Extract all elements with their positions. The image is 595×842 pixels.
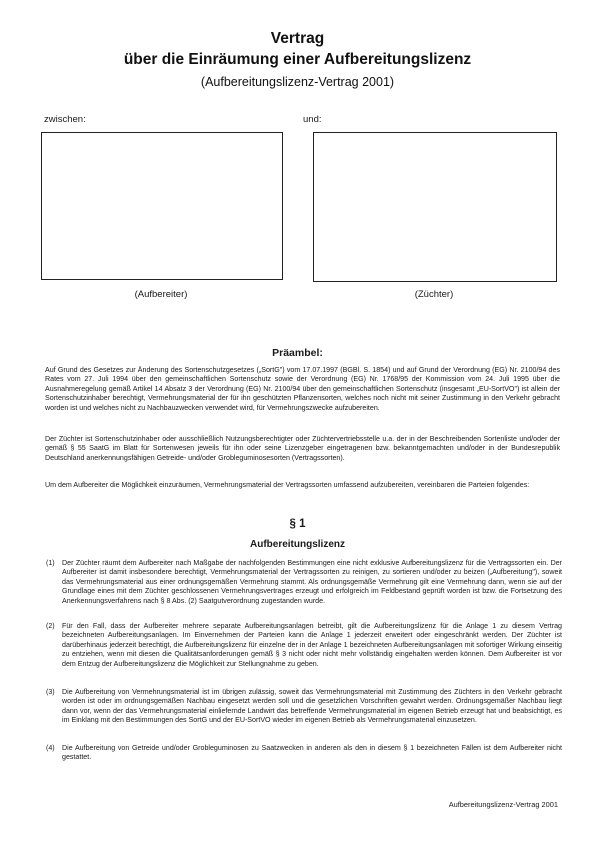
preamble-paragraph: Auf Grund des Gesetzes zur Änderung des Sortenschutzgesetzes („SortG") vom 17.07.1997 (BGBl. S. 1854) und auf Grund der Verordnung (EG) Nr. 2100/94 des Rates vom 27. Juli 1994 über den gemeinschaftlichen Sortenschutz sowie der Verordnung (EG) Nr. 1768/95 der Kommission vom 24. Juli 1995 über die Ausnahmeregelung gemäß Artikel 14 Absatz 3 der Verordnung (EG) Nr. 2100/94 über den gemeinschaftlichen Sortenschutz (insgesamt „EU-SortVO") ist allein der Sortenschutzinhaber berechtigt, Vermehrungsmaterial der für ihn geschützten Pflanzensorten, welches noch nicht mit seiner Zustimmung in den Verkehr gebracht worden ist und welches nicht zu Nachbauzwecken verwendet wird, für Vermehrungszwecke aufzubereiten. bbox=[45, 366, 560, 412]
preamble-paragraph: Um dem Aufbereiter die Möglichkeit einzuräumen, Vermehrungsmaterial der Vertragssorten umfassend aufzubereiten, vereinbaren die Parteien folgendes: bbox=[45, 481, 530, 489]
document-title-subject: über die Einräumung einer Aufbereitungslizenz bbox=[123, 51, 472, 68]
party-right-label: und: bbox=[303, 114, 322, 125]
clause-text: Für den Fall, dass der Aufbereiter mehrere separate Aufbereitungsanlagen betreibt, gilt die Aufbereitungslizenz für die Anlage 1 zu diesem Vertrag bezeichneten Aufbereitungsanlagen. Im Einvernehmen der Parteien kann die Anlage 1 jederzeit erweitert oder eingeschränkt werden. Der Züchter ist darüberhinaus jederzeit berechtigt, die Aufbereitungslizenz für einzelne der in der Anlage 1 bezeichneten Aufbereitungsanlagen mit sofortiger Wirkung einseitig zu entziehen, wenn mit diesen die Qualitätsanforderungen gemäß § 3 nicht oder nicht mehr vollständig eingehalten werden können. Dem Aufbereiter ist vor dem Entzug der Aufbereitungslizenz die Möglichkeit zur Stellungnahme zu geben. bbox=[62, 622, 562, 668]
party-left-label: zwischen: bbox=[44, 114, 86, 125]
breeder-caption: (Züchter) bbox=[414, 289, 454, 300]
clause-number: (2) bbox=[46, 622, 55, 630]
clause-number: (4) bbox=[46, 744, 55, 752]
page-footer: Aufbereitungslizenz-Vertrag 2001 bbox=[448, 800, 558, 809]
clause-number: (3) bbox=[46, 688, 55, 696]
section-title: Aufbereitungslizenz bbox=[249, 539, 345, 550]
processor-caption: (Aufbereiter) bbox=[134, 289, 188, 300]
clause-text: Der Züchter räumt dem Aufbereiter nach Maßgabe der nachfolgenden Bestimmungen eine nicht exklusive Aufbereitungslizenz für die Vertragssorten ein. Der Aufbereiter ist damit insbesondere berechtigt, Vermehrungsmaterial der Vertragssorten zu reinigen, zu sortieren und/oder zu beizen („Aufbereitung"), soweit das Vermehrungsmaterial aus einer ordnungsgemäßen Vermehrung stammt. Als ordnungsgemäße Vermehrung gilt eine Vermehrung dann, wenn sie auf der Grundlage eines mit dem Züchter geschlossenen Vermehrungsvertrages erzeugt und erfolgreich im Feldbestand geprüft worden ist bzw. die Fortsetzung des Anerkennungsverfahrens nach § 8 Abs. (2) Saatgutverordnung zugestanden wurde. bbox=[62, 559, 562, 605]
processor-address-box[interactable] bbox=[41, 132, 283, 280]
breeder-address-box[interactable] bbox=[313, 132, 557, 282]
section-number: § 1 bbox=[289, 518, 306, 530]
preamble-heading: Präambel: bbox=[272, 347, 323, 359]
clause-number: (1) bbox=[46, 559, 55, 567]
preamble-paragraph: Der Züchter ist Sortenschutzinhaber oder ausschließlich Nutzungsberechtigter oder Züchtervertriebsstelle u.a. der in der Beschreibenden Sortenliste und/oder der gemäß § 55 SaatG im Blatt für Sortenwesen jeweils für ihn oder seine Lizenzgeber eingetragenen bzw. bekanntgemachten und/oder in der Bundesrepublik Deutschland anerkennungsfähigen Getreide- und/oder Grobleguminosesorten (Vertragssorten). bbox=[45, 435, 560, 462]
clause-text: Die Aufbereitung von Vermehrungsmaterial ist im übrigen zulässig, soweit das Vermehrungsmaterial mit Zustimmung des Züchters in den Verkehr gebracht worden ist oder im ordnungsgemäßen Nachbau eingesetzt werden soll und die gesetzlichen Vorschriften gewahrt werden. Ordnungsgemäßer Nachbau liegt dann vor, wenn der das Vermehrungsmaterial einliefernde Landwirt das betreffende Vermehrungsmaterial im eigenen Betrieb erzeugt hat und beabsichtigt, es im Einklang mit den Bestimmungen des SortG und der EU-SortVO wieder im eigenen Betrieb als Vermehrungsmaterial einzusetzen. bbox=[62, 688, 562, 725]
document-title: Vertrag bbox=[270, 30, 325, 47]
document-subtitle: (Aufbereitungslizenz-Vertrag 2001) bbox=[200, 75, 395, 89]
clause-text: Die Aufbereitung von Getreide und/oder Grobleguminosen zu Saatzwecken in anderen als den in diesem § 1 bezeichneten Fällen ist dem Aufbereiter nicht gestattet. bbox=[62, 744, 562, 762]
